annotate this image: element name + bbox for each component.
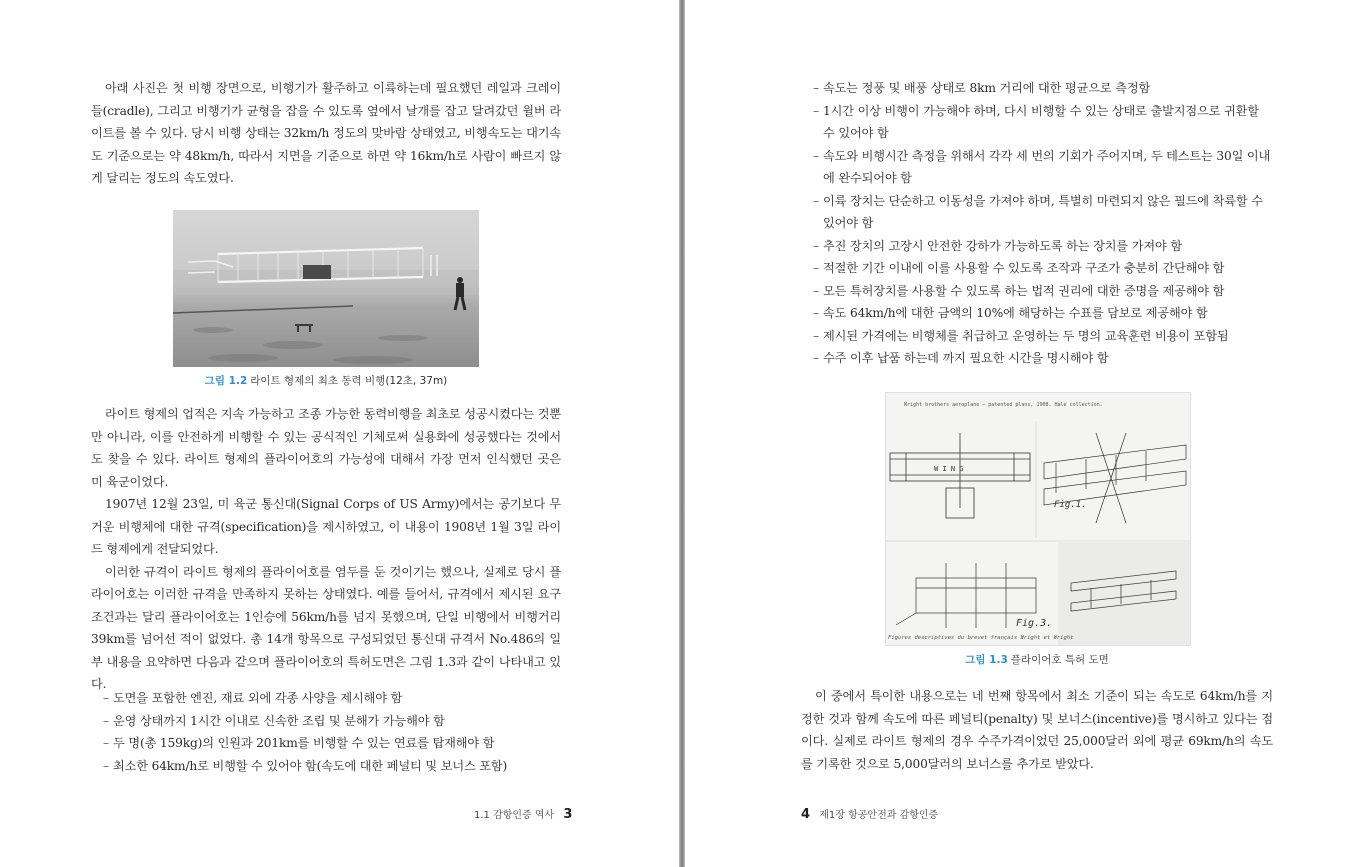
list-item: – 수주 이후 납품 하는데 까지 필요한 시간을 명시해야 함 xyxy=(813,347,1273,370)
patent-drawing xyxy=(885,392,1191,646)
list-item: – 적절한 기간 이내에 이를 사용할 수 있도록 조작과 구조가 충분히 간단해야 함 xyxy=(813,257,1273,280)
right-footer xyxy=(801,806,938,822)
paragraph-achievement: 라이트 형제의 업적은 지속 가능하고 조종 가능한 동력비행을 최초로 성공시켰다는 것뿐만 아니라, 이를 안전하게 비행할 수 있는 공식적인 기체로써 실용화에 성공했다는 것에서도 찾을 수 있다. 라이트 형제의 플라이어호의 가능성에 대해서 가장 먼저 인식했던 곳은 미 육군이었다. xyxy=(91,407,561,489)
patent-drawing-image xyxy=(886,393,1190,645)
paragraph-first-flight: 아래 사진은 첫 비행 장면으로, 비행기가 활주하고 이륙하는데 필요했던 레일과 크레이들(cradle), 그리고 비행기가 균형을 잡을 수 있도록 옆에서 날개를 잡고 달려갔던 윌버 라이트를 볼 수 있다. 당시 비행 상태는 32km/h 정도의 맞바람 상태였고, 비행속도는 대기속도 기준으로는 약 48km/h, 따라서 지면을 기준으로 하면 약 16km/h로 사람이 빠르지 않게 달리는 정도의 속도였다. xyxy=(91,81,561,185)
list-item: – 최소한 64km/h로 비행할 수 있어야 함(속도에 대한 페널티 및 보너스 포함) xyxy=(103,755,563,778)
list-item: – 추진 장치의 고장시 안전한 강하가 가능하도록 하는 장치를 가져야 함 xyxy=(813,235,1273,258)
list-item: – 이륙 장치는 단순하고 이동성을 가져야 하며, 특별히 마련되지 않은 필드에 착륙할 수 있어야 함 xyxy=(813,190,1273,235)
list-item: – 속도 64km/h에 대한 금액의 10%에 해당하는 수표를 담보로 제공해야 함 xyxy=(813,302,1273,325)
first-flight-photo xyxy=(173,210,479,367)
section-title: 1.1 감항인증 역사 xyxy=(474,810,555,821)
list-item: – 도면을 포함한 엔진, 재료 외에 각종 사양을 제시해야 함 xyxy=(103,687,563,710)
fig3-label: Fig.3. xyxy=(1016,618,1053,629)
list-item: – 제시된 가격에는 비행체를 취급하고 운영하는 두 명의 교육훈련 비용이 포함됨 xyxy=(813,325,1273,348)
left-footer xyxy=(474,806,572,822)
paragraph-penalty-bonus: 이 중에서 특이한 내용으로는 네 번째 항목에서 최소 기준이 되는 속도로 64km/h를 지정한 것과 함께 속도에 따른 페널티(penalty) 및 보너스(incentive)를 명시하고 있다는 점이다. 실제로 라이트 형제의 경우 수주가격이었던 25,000달러 외에 평균 69km/h의 속도를 기록한 것으로 5,000달러의 보너스를 추가로 받았다. xyxy=(801,689,1273,771)
body-text-block xyxy=(91,403,561,696)
wing-text: W I N G xyxy=(934,465,964,473)
figure-1-2-caption xyxy=(173,373,479,388)
fig1-label: Fig.1. xyxy=(1054,500,1087,510)
list-item: – 두 명(총 159kg)의 인원과 201km를 비행할 수 있는 연료를 탑재해야 함 xyxy=(103,732,563,755)
wright-flyer-image xyxy=(173,210,479,367)
spec-list-left xyxy=(103,687,563,777)
figure-number: 그림 1.2 xyxy=(204,375,248,387)
list-item: – 운영 상태까지 1시간 이내로 신속한 조립 및 분해가 가능해야 함 xyxy=(103,710,563,733)
book-spine xyxy=(679,0,685,867)
chapter-title: 제1장 항공안전과 감항인증 xyxy=(819,810,939,821)
list-item: – 모든 특허장치를 사용할 수 있도록 하는 법적 권리에 대한 증명을 제공해야 함 xyxy=(813,280,1273,303)
list-item: – 1시간 이상 비행이 가능해야 하며, 다시 비행할 수 있는 상태로 출발지점으로 귀환할 수 있어야 함 xyxy=(813,100,1273,145)
figure-1-3-caption xyxy=(885,652,1189,667)
left-page xyxy=(0,0,679,867)
figure-number: 그림 1.3 xyxy=(965,654,1008,666)
patent-header-note: Wright brothers aeroplane — patented plans, 1908. Hale collection. xyxy=(904,402,1103,408)
page-number: 3 xyxy=(563,807,573,822)
spec-list-right xyxy=(813,77,1273,370)
paragraph-specification: 이러한 규격이 라이트 형제의 플라이어호를 염두를 둔 것이기는 했으나, 실제로 당시 플라이어호는 이러한 규격을 만족하지 못하는 상태였다. 예를 들어서, 규격에서 제시된 요구조건과는 달리 플라이어호는 1인승에 56km/h를 넘지 못했으며, 단일 비행에서 비행거리 39km를 넘어선 적이 없었다. 총 14개 항목으로 구성되었던 통신대 규격서 No.486의 일부 내용을 요약하면 다음과 같으며 플라이어호의 특허도면은 그림 1.3과 같이 나타내고 있다. xyxy=(91,564,561,691)
list-item: – 속도는 정풍 및 배풍 상태로 8km 거리에 대한 평균으로 측정함 xyxy=(813,77,1273,100)
list-item: – 속도와 비행시간 측정을 위해서 각각 세 번의 기회가 주어지며, 두 테스트는 30일 이내에 완수되어야 함 xyxy=(813,145,1273,190)
patent-footnote: Figures descriptives du brevet français Wright et Wright xyxy=(888,635,1074,641)
figure-caption-text: 라이트 형제의 최초 동력 비행(12초, 37m) xyxy=(250,375,448,387)
paragraph-signal-corps: 1907년 12월 23일, 미 육군 통신대(Signal Corps of US Army)에서는 공기보다 무거운 비행체에 대한 규격(specification)을 제시하였고, 이 내용이 1908년 1월 3일 라이드 형제에게 전달되었다. xyxy=(91,497,561,556)
figure-caption-text: 플라이어호 특허 도면 xyxy=(1010,654,1109,666)
page-number: 4 xyxy=(801,807,811,822)
conclusion-text-block xyxy=(801,685,1273,775)
intro-text-block xyxy=(91,77,561,190)
